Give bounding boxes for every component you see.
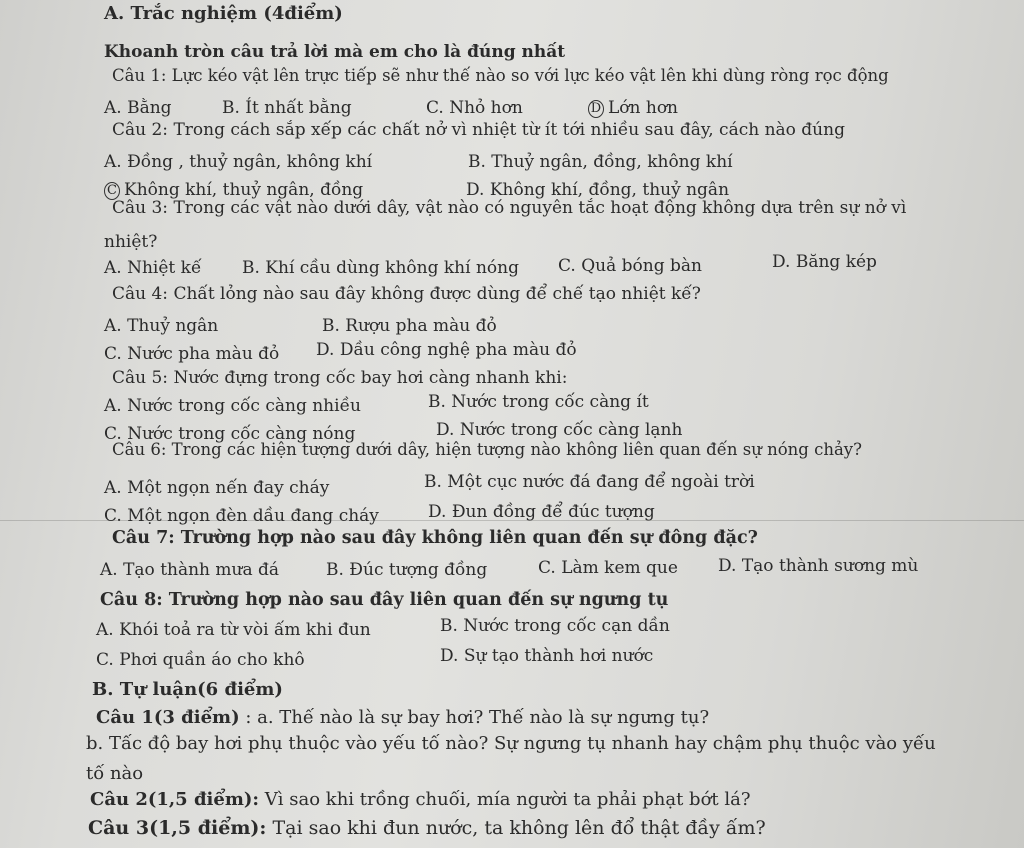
q4-option-a: A. Thuỷ ngân: [104, 316, 219, 336]
q5-option-d: D. Nước trong cốc càng lạnh: [436, 420, 683, 440]
essay-q2-text: Vì sao khi trồng chuối, mía người ta phải phạt bớt lá?: [259, 789, 751, 810]
section-a-title: A. Trắc nghiệm (4điểm): [104, 3, 343, 24]
q5-option-a: A. Nước trong cốc càng nhiều: [104, 396, 361, 416]
q4-text: Câu 4: Chất lỏng nào sau đây không được dùng để chế tạo nhiệt kế?: [112, 284, 701, 304]
circled-answer-mark: C: [104, 182, 120, 200]
q6-option-d: D. Đun đồng để đúc tượng: [428, 502, 655, 522]
q7-option-c: C. Làm kem que: [538, 558, 678, 578]
q7-text: Câu 7: Trường hợp nào sau đây không liên quan đến sự đông đặc?: [112, 528, 758, 548]
q2-text: Câu 2: Trong cách sắp xếp các chất nở vì nhiệt từ ít tới nhiều sau đây, cách nào đúng: [112, 120, 845, 140]
q1-text: Câu 1: Lực kéo vật lên trực tiếp sẽ như thế nào so với lực kéo vật lên khi dùng ròng rọc động: [112, 66, 889, 85]
q3-option-d: D. Băng kép: [772, 252, 877, 272]
q3-option-c: C. Quả bóng bàn: [558, 256, 702, 276]
q2-option-d: D. Không khí, đồng, thuỷ ngân: [466, 180, 730, 200]
essay-q2-head: Câu 2(1,5 điểm):: [90, 789, 260, 810]
essay-q3-text: Tại sao khi đun nước, ta không lên đổ thật đầy ấm?: [266, 817, 766, 839]
q7-option-d: D. Tạo thành sương mù: [718, 556, 919, 576]
q3-option-a: A. Nhiệt kế: [104, 258, 202, 278]
q3-text-line1: Câu 3: Trong các vật nào dưới dây, vật nào có nguyên tắc hoạt động không dựa trên sự nở vì: [112, 198, 907, 218]
q4-option-d: D. Dầu công nghệ pha màu đỏ: [316, 340, 577, 360]
q8-text: Câu 8: Trường hợp nào sau đây liên quan đến sự ngưng tụ: [100, 590, 669, 610]
q2-option-b: B. Thuỷ ngân, đồng, không khí: [468, 152, 733, 172]
q3-text-line2: nhiệt?: [104, 232, 158, 252]
q8-option-a: A. Khói toả ra từ vòi ấm khi đun: [96, 620, 371, 640]
essay-q3: [88, 818, 766, 838]
q5-option-c: C. Nước trong cốc càng nóng: [104, 424, 356, 444]
essay-q1-head: Câu 1(3 điểm): [96, 707, 240, 728]
essay-q1: [96, 708, 709, 728]
q3-option-b: B. Khí cầu dùng không khí nóng: [242, 258, 519, 278]
q7-option-b: B. Đúc tượng đồng: [326, 560, 488, 580]
q4-option-b: B. Rượu pha màu đỏ: [322, 316, 497, 336]
essay-q1-text: : a. Thế nào là sự bay hơi? Thế nào là sự ngưng tụ?: [239, 707, 710, 728]
q1-option-d: D Lớn hơn: [588, 98, 678, 118]
q1-option-a: A. Bằng: [104, 98, 172, 118]
essay-q2: [90, 790, 751, 810]
section-a-instruction: Khoanh tròn câu trả lời mà em cho là đúng nhất: [104, 42, 566, 62]
q5-option-b: B. Nước trong cốc càng ít: [428, 392, 649, 412]
q7-option-a: A. Tạo thành mưa đá: [100, 560, 280, 580]
q6-text: Câu 6: Trong các hiện tượng dưới dây, hiện tượng nào không liên quan đến sự nóng chảy?: [112, 440, 862, 459]
q8-option-c: C. Phơi quần áo cho khô: [96, 650, 305, 670]
q1-option-b: B. Ít nhất bằng: [222, 98, 352, 118]
q6-option-b: B. Một cục nước đá đang để ngoài trời: [424, 472, 755, 492]
q1-option-c: C. Nhỏ hơn: [426, 98, 523, 118]
circled-answer-mark: D: [588, 100, 604, 118]
q8-option-d: D. Sự tạo thành hơi nước: [440, 646, 654, 666]
essay-q3-head: Câu 3(1,5 điểm):: [88, 817, 267, 839]
section-b-title: B. Tự luận(6 điểm): [92, 679, 283, 700]
essay-q1-b-line2: tố nào: [86, 763, 144, 784]
q6-option-a: A. Một ngọn nến đay cháy: [104, 478, 330, 498]
essay-q1-b-line1: b. Tấc độ bay hơi phụ thuộc vào yếu tố nào? Sự ngưng tụ nhanh hay chậm phụ thuộc vào yếu: [86, 733, 936, 754]
q4-option-c: C. Nước pha màu đỏ: [104, 344, 280, 364]
q6-option-c: C. Một ngọn đèn dầu đang cháy: [104, 506, 379, 526]
q2-option-a: A. Đồng , thuỷ ngân, không khí: [104, 152, 373, 172]
q8-option-b: B. Nước trong cốc cạn dần: [440, 616, 670, 636]
q2-option-c: C Không khí, thuỷ ngân, đồng: [104, 180, 363, 200]
q5-text: Câu 5: Nước đựng trong cốc bay hơi càng nhanh khi:: [112, 368, 568, 388]
